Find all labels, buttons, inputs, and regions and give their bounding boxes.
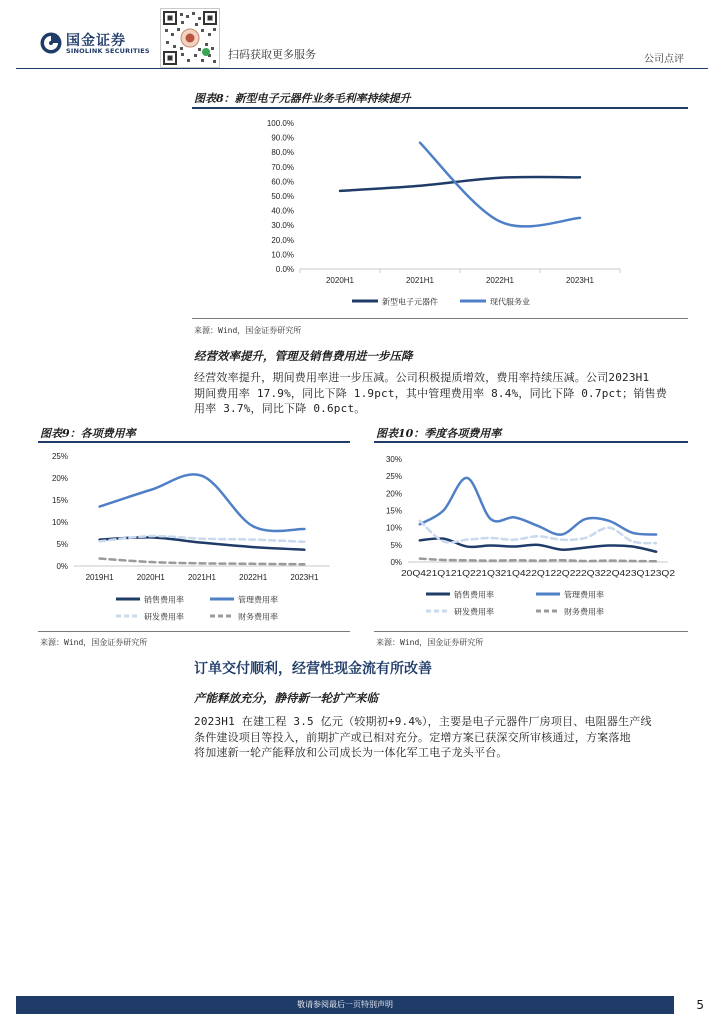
paragraph-line: 将加速新一轮产能释放和公司成长为一体化军工电子龙头平台。 — [194, 746, 508, 759]
chart10-source: 来源：Wind，国金证券研究所 — [376, 638, 484, 647]
chart8-y-tick-label: 50.0% — [271, 192, 294, 201]
chart10-y-tick-label: 20% — [385, 489, 402, 499]
chart8-bottom-rule — [192, 318, 688, 319]
chart8-y-tick-label: 80.0% — [271, 148, 294, 158]
chart9-y-tick-label: 10% — [51, 518, 68, 527]
qr-code-icon[interactable] — [160, 8, 220, 68]
chart8-y-tick-label: 90.0% — [271, 133, 294, 143]
chart10-title-rule — [374, 441, 688, 443]
chart9-source: 来源：Wind，国金证券研究所 — [40, 638, 148, 647]
cash-paragraph — [194, 714, 694, 761]
chart10-y-tick-label: 30% — [385, 455, 402, 464]
chart8-legend-label: 现代服务业 — [490, 297, 530, 307]
efficiency-subhead: 经营效率提升，管理及销售费用进一步压降 — [194, 349, 413, 363]
chart10-y-tick-label: 10% — [385, 523, 402, 533]
chart9-title: 图表9：各项费用率 — [40, 427, 136, 440]
chart9-legend-label: 管理费用率 — [238, 595, 278, 605]
chart9-plot — [38, 444, 350, 630]
footer-disclaimer: 敬请参阅最后一页特别声明 — [297, 1000, 393, 1009]
chart9-x-tick-label: 2022H1 — [239, 573, 268, 582]
chart8-title: 图表8：新型电子元器件业务毛利率持续提升 — [194, 92, 411, 105]
chart10-y-tick-label: 0% — [390, 558, 402, 567]
chart9-x-tick-label: 2023H1 — [290, 573, 319, 582]
chart9-legend-label: 财务费用率 — [238, 612, 278, 622]
chart8-x-tick-label: 2022H1 — [485, 276, 515, 285]
chart10-x-tick-label: 20Q421Q121Q221Q321Q422Q122Q222Q322Q423Q123Q2 — [401, 569, 676, 578]
chart8-legend-label: 新型电子元器件 — [382, 297, 438, 307]
paragraph-line: 经营效率提升，期间费用率进一步压减。公司积极提质增效，费用率持续压减。公司2023H1 — [194, 371, 650, 384]
chart10-y-tick-label: 25% — [385, 472, 402, 482]
chart8-y-tick-label: 20.0% — [271, 235, 294, 245]
chart9-y-tick-label: 25% — [51, 452, 68, 461]
cash-section-title: 订单交付顺利，经营性现金流有所改善 — [194, 661, 432, 677]
chart9-legend-label: 研发费用率 — [144, 612, 184, 622]
chart10-y-tick-label: 15% — [385, 506, 402, 516]
chart9-bottom-rule — [38, 631, 350, 632]
chart9-title-rule — [38, 441, 350, 443]
chart10-y-tick-label: 5% — [390, 540, 402, 550]
chart9-legend-label: 销售费用率 — [144, 595, 184, 605]
chart9-y-tick-label: 15% — [51, 496, 68, 505]
chart9-y-tick-label: 0% — [56, 562, 68, 571]
paragraph-line: 期间费用率 17.9%，同比下降 1.9pct，其中管理费用率 8.4%，同比下降 0.7pct；销售费 — [194, 386, 667, 400]
chart8-y-tick-label: 100.0% — [266, 119, 294, 128]
chart10-series-line — [420, 538, 656, 551]
chart8-y-tick-label: 0.0% — [275, 265, 294, 274]
chart9-x-tick-label: 2020H1 — [136, 573, 165, 582]
chart9-x-tick-label: 2019H1 — [85, 573, 114, 582]
chart8-y-tick-label: 40.0% — [271, 206, 294, 216]
chart9-series-line — [100, 474, 305, 531]
cash-subhead: 产能释放充分，静待新一轮扩产来临 — [194, 691, 378, 705]
chart9-series-line — [100, 559, 305, 565]
chart8-y-tick-label: 30.0% — [271, 221, 294, 231]
qr-caption: 扫码获取更多服务 — [228, 48, 316, 61]
chart9-x-tick-label: 2021H1 — [187, 573, 217, 582]
brand-name-en: SINOLINK SECURITIES — [66, 47, 150, 55]
chart10-legend-label: 研发费用率 — [454, 607, 494, 617]
chart8-y-tick-label: 10.0% — [271, 250, 294, 260]
chart8-source: 来源：Wind，国金证券研究所 — [194, 326, 302, 335]
paragraph-line: 条件建设项目等投入，前期扩产或已相对充分。定增方案已获深交所审核通过，方案落地 — [194, 730, 631, 744]
sinolink-logo-icon — [40, 32, 62, 54]
chart8-y-tick-label: 70.0% — [271, 162, 294, 172]
document-type-label: 公司点评 — [644, 54, 684, 65]
header-divider — [16, 68, 708, 69]
chart8-title-rule — [192, 107, 688, 109]
chart10-bottom-rule — [374, 631, 688, 632]
chart8-plot — [192, 110, 688, 316]
page-number: 5 — [696, 998, 704, 1012]
efficiency-paragraph — [194, 370, 694, 417]
paragraph-line: 用率 3.7%，同比下降 0.6pct。 — [194, 402, 366, 415]
chart8-x-tick-label: 2021H1 — [405, 276, 435, 285]
chart10-legend-label: 管理费用率 — [564, 590, 604, 600]
chart10-series-line — [420, 478, 656, 535]
chart8-y-tick-label: 60.0% — [271, 177, 294, 187]
chart10-title: 图表10：季度各项费用率 — [376, 427, 502, 440]
chart9-y-tick-label: 5% — [56, 540, 68, 549]
paragraph-line: 2023H1 在建工程 3.5 亿元（较期初+9.4%），主要是电子元器件厂房项目、电阻器生产线 — [194, 715, 652, 728]
brand-name-cn: 国金证券 — [66, 33, 126, 49]
chart10-legend-label: 财务费用率 — [564, 607, 604, 617]
chart10-series-line — [420, 559, 656, 562]
chart9-y-tick-label: 20% — [51, 474, 68, 483]
chart8-x-tick-label: 2020H1 — [325, 276, 355, 285]
chart10-legend-label: 销售费用率 — [454, 590, 494, 600]
chart8-x-tick-label: 2023H1 — [565, 276, 595, 285]
chart10-plot — [374, 444, 688, 630]
chart10-series-line — [420, 521, 656, 543]
